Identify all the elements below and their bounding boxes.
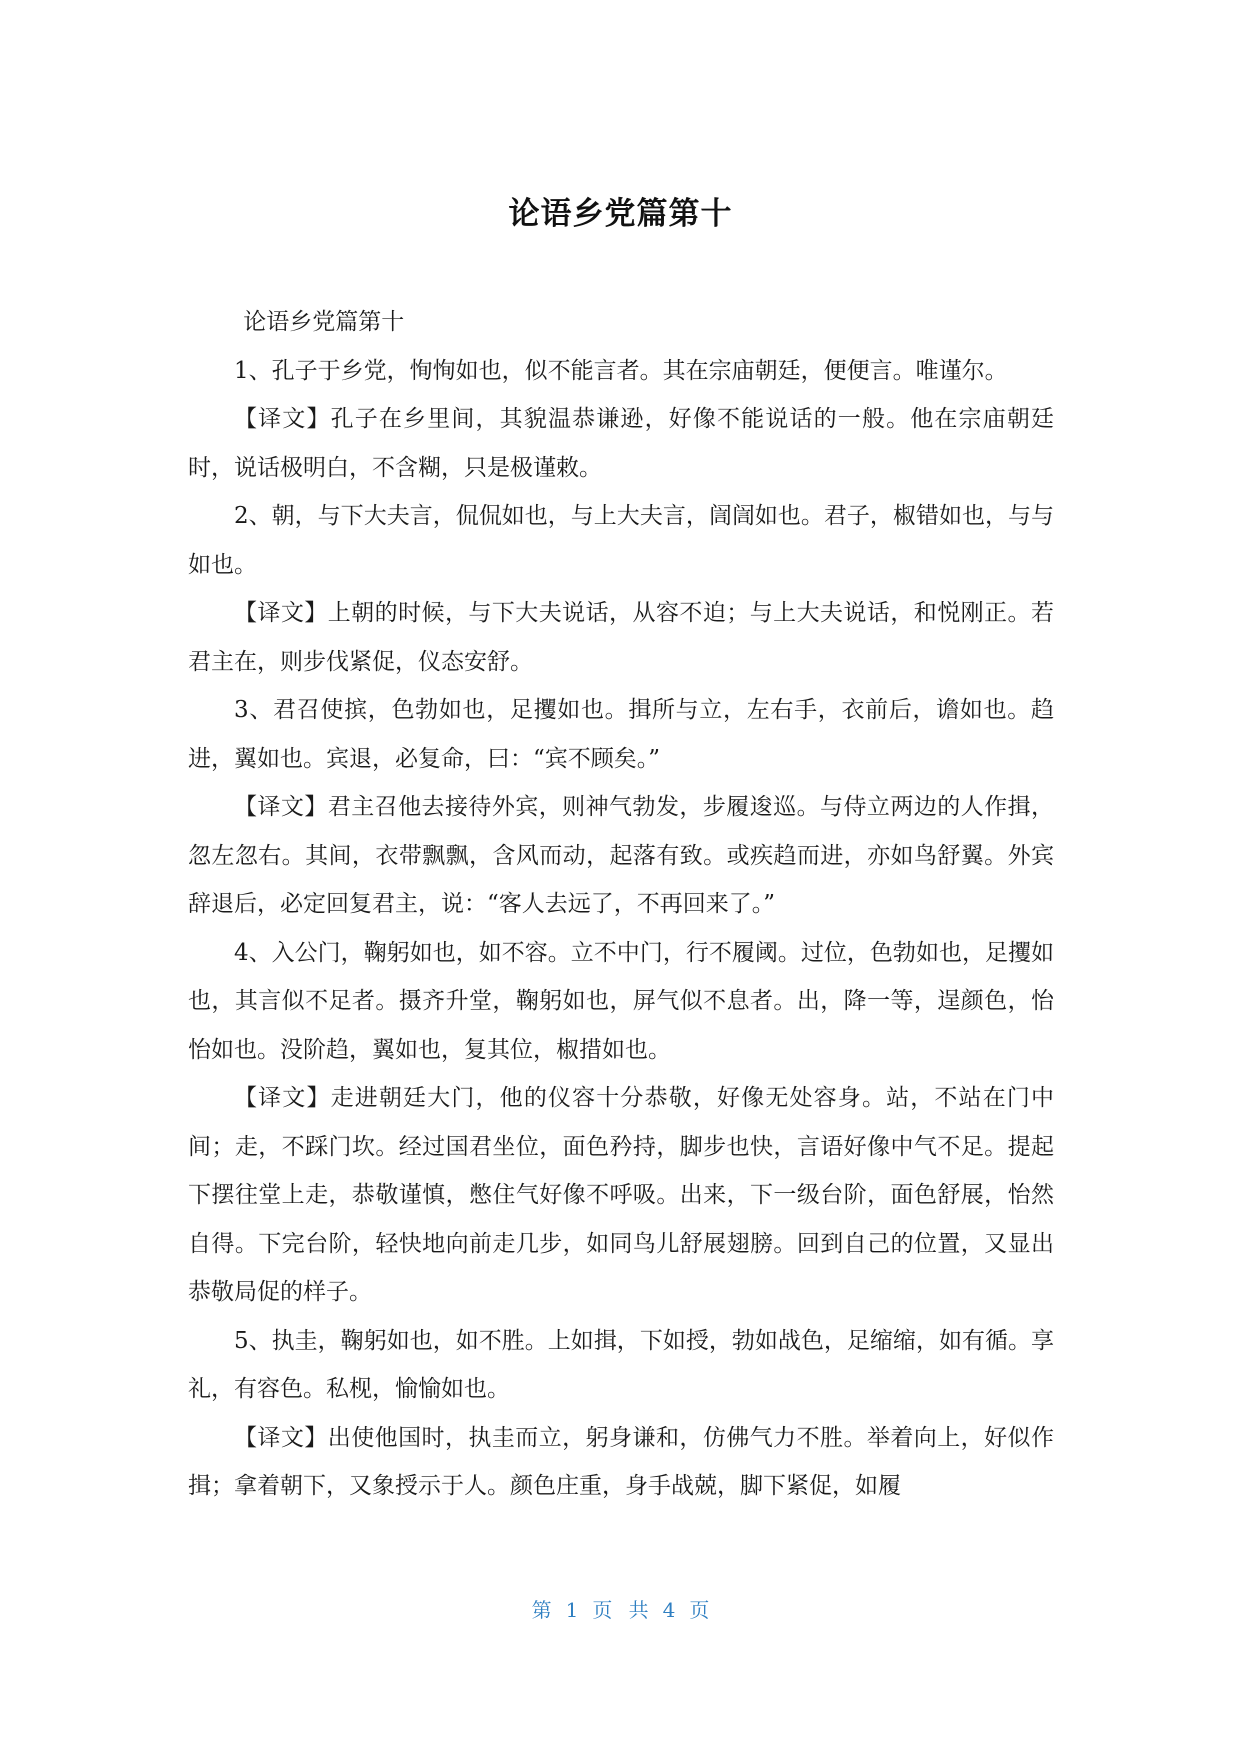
paragraph: 【译文】上朝的时候，与下大夫说话，从容不迫；与上大夫说话，和悦刚正。若君主在，则步伐紧促，仪态安舒。 <box>188 600 1054 675</box>
page-footer <box>0 1594 1241 1623</box>
paragraph: 3、君召使摈，色勃如也，足攫如也。揖所与立，左右手，衣前后，谵如也。趋进，翼如也。宾退，必复命，曰：“宾不顾矣。” <box>188 697 1054 772</box>
page-title: 论语乡党篇第十 <box>508 196 733 232</box>
paragraph: 【译文】出使他国时，执圭而立，躬身谦和，仿佛气力不胜。举着向上，好似作揖；拿着朝下，又象授示于人。颜色庄重，身手战兢，脚下紧促，如履 <box>188 1424 1054 1499</box>
page-label-mid: 页 共 <box>592 1598 649 1622</box>
paragraph: 【译文】走进朝廷大门，他的仪容十分恭敬，好像无处容身。站，不站在门中间；走，不踩门坎。经过国君坐位，面色矜持，脚步也快，言语好像中气不足。提起下摆往堂上走，恭敬谨慎，憋住气好像不呼吸。出来，下一级台阶，面色舒展，怡然自得。下完台阶，轻快地向前走几步，如同鸟儿舒展翅膀。回到自己的位置，又显出恭敬局促的样子。 <box>188 1085 1054 1305</box>
paragraph: 4、入公门，鞠躬如也，如不容。立不中门，行不履阈。过位，色勃如也，足攫如也，其言似不足者。摄齐升堂，鞠躬如也，屏气似不息者。出，降一等，逞颜色，怡怡如也。没阶趋，翼如也，复其位，椒措如也。 <box>188 939 1054 1063</box>
page-label-prefix: 第 <box>531 1598 552 1622</box>
page-label-suffix: 页 <box>689 1598 710 1622</box>
paragraph: 5、执圭，鞠躬如也，如不胜。上如揖，下如授，勃如战色，足缩缩，如有循。享礼，有容色。私枧，愉愉如也。 <box>188 1327 1054 1402</box>
document-body <box>188 298 1054 1511</box>
document-subtitle: 论语乡党篇第十 <box>243 309 405 335</box>
paragraph: 1、孔子于乡党，恂恂如也，似不能言者。其在宗庙朝廷，便便言。唯谨尔。 <box>234 357 1008 384</box>
paragraph: 【译文】君主召他去接待外宾，则神气勃发，步履逡巡。与侍立两边的人作揖，忽左忽右。其间，衣带飘飘，含风而动，起落有致。或疾趋而进，亦如鸟舒翼。外宾辞退后，必定回复君主，说：“客人去远了，不再回来了。” <box>188 794 1054 917</box>
paragraph: 2、朝，与下大夫言，侃侃如也，与上大夫言，訚訚如也。君子，椒错如也，与与如也。 <box>188 503 1054 578</box>
total-pages-number: 4 <box>662 1598 676 1622</box>
paragraph: 【译文】孔子在乡里间，其貌温恭谦逊，好像不能说话的一般。他在宗庙朝廷时，说话极明白，不含糊，只是极谨敕。 <box>188 406 1054 481</box>
current-page-number: 1 <box>565 1598 579 1622</box>
